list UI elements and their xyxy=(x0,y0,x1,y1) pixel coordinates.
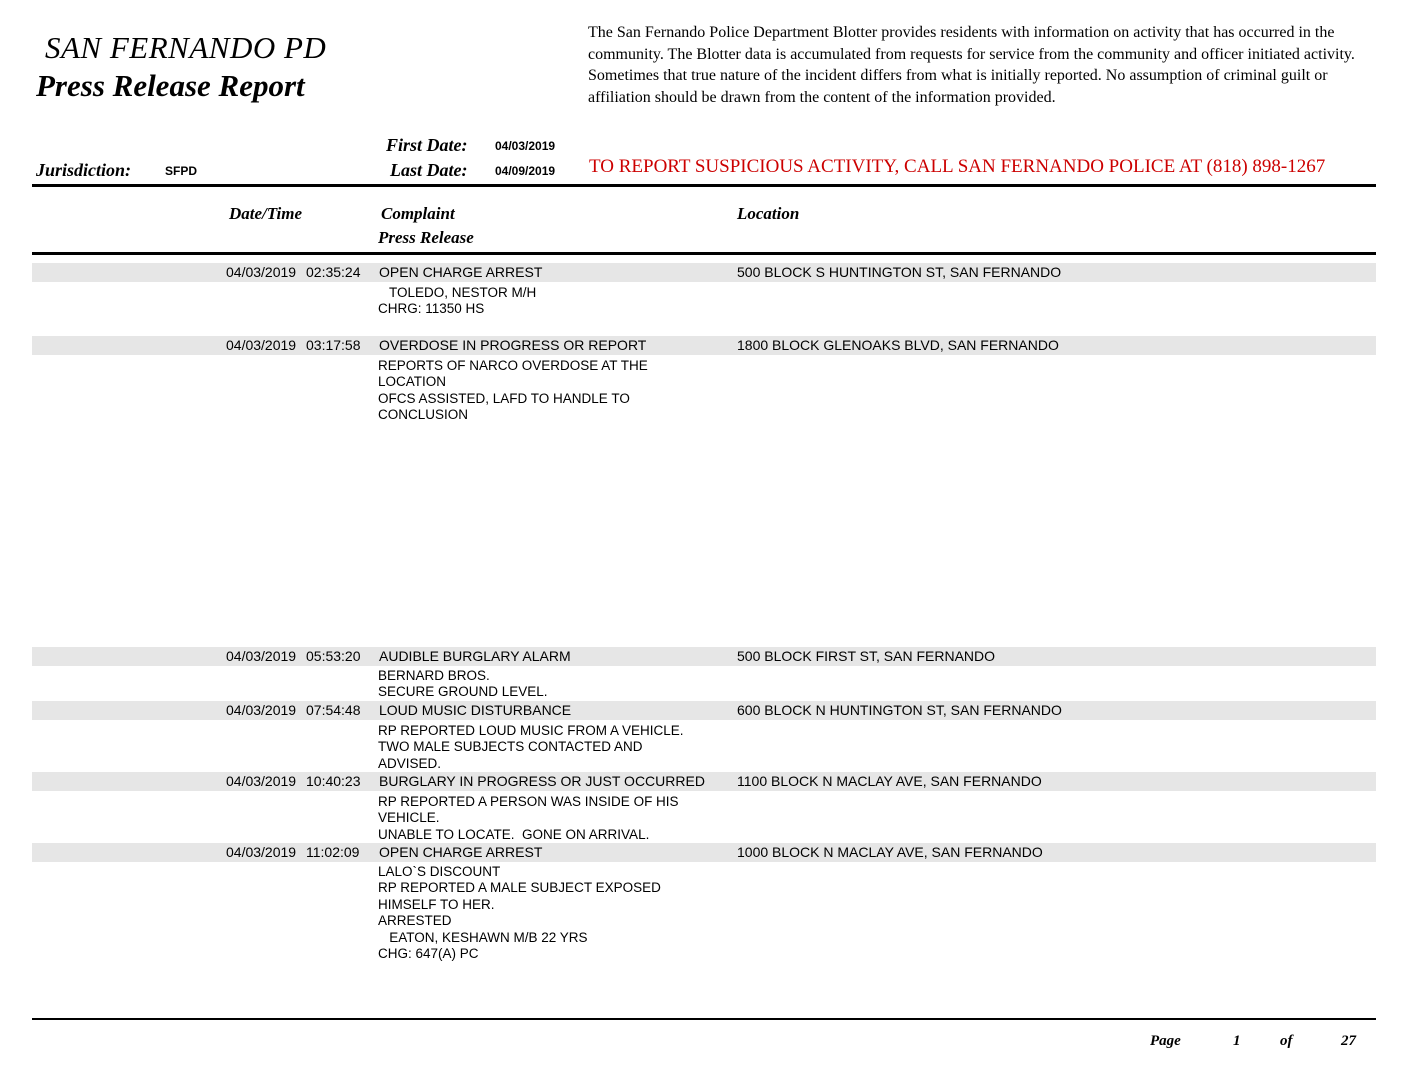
of-label: of xyxy=(1280,1033,1293,1049)
press-release-line: REPORTS OF NARCO OVERDOSE AT THE xyxy=(378,358,648,373)
column-header-press-release: Press Release xyxy=(378,228,474,247)
entry-date: 04/03/2019 xyxy=(226,264,297,280)
entry-location: 1800 BLOCK GLENOAKS BLVD, SAN FERNANDO xyxy=(737,337,1059,353)
entry-date: 04/03/2019 xyxy=(226,844,297,860)
entry-row xyxy=(32,647,1376,666)
press-release-line: TWO MALE SUBJECTS CONTACTED AND xyxy=(378,739,643,755)
entry-press-release xyxy=(378,285,536,318)
entry-complaint: BURGLARY IN PROGRESS OR JUST OCCURRED xyxy=(379,773,705,789)
press-release-line: HIMSELF TO HER. xyxy=(378,896,495,912)
page-number: 1 xyxy=(1233,1033,1241,1049)
jurisdiction-label: Jurisdiction: xyxy=(36,160,132,180)
press-release-line: LOCATION xyxy=(378,374,447,390)
entry-row xyxy=(32,701,1376,720)
report-suspicious-activity-notice: TO REPORT SUSPICIOUS ACTIVITY, CALL SAN FERNANDO POLICE AT (818) 898-1267 xyxy=(589,156,1326,177)
report-title: Press Release Report xyxy=(36,68,305,103)
page-total: 27 xyxy=(1341,1033,1356,1049)
press-release-line: SECURE GROUND LEVEL. xyxy=(378,684,548,700)
entry-time: 02:35:24 xyxy=(306,264,361,280)
press-release-line: OFCS ASSISTED, LAFD TO HANDLE TO xyxy=(378,390,630,406)
column-header-complaint: Complaint xyxy=(381,204,455,223)
last-date-label: Last Date: xyxy=(390,160,468,180)
entry-complaint: OPEN CHARGE ARREST xyxy=(379,844,543,860)
entry-location: 1000 BLOCK N MACLAY AVE, SAN FERNANDO xyxy=(737,844,1043,860)
entry-location: 1100 BLOCK N MACLAY AVE, SAN FERNANDO xyxy=(737,773,1042,789)
entry-complaint: LOUD MUSIC DISTURBANCE xyxy=(379,702,572,718)
press-release-line: ARRESTED xyxy=(378,913,452,929)
entry-location: 500 BLOCK FIRST ST, SAN FERNANDO xyxy=(737,648,996,664)
column-header-divider xyxy=(32,252,1376,255)
entry-press-release xyxy=(378,864,661,962)
press-release-line: TOLEDO, NESTOR M/H xyxy=(378,285,537,300)
entry-time: 11:02:09 xyxy=(306,844,360,860)
press-release-line: ADVISED. xyxy=(378,755,442,771)
entry-row xyxy=(32,843,1376,862)
press-release-line: BERNARD BROS. xyxy=(378,668,490,683)
press-release-line: UNABLE TO LOCATE. GONE ON ARRIVAL. xyxy=(378,826,650,842)
page-label: Page xyxy=(1150,1033,1181,1049)
press-release-line: CHG: 647(A) PC xyxy=(378,946,479,962)
press-release-line: EATON, KESHAWN M/B 22 YRS xyxy=(378,929,588,945)
press-release-line: LALO`S DISCOUNT xyxy=(378,864,501,879)
department-name: SAN FERNANDO PD xyxy=(45,30,327,65)
entry-date: 04/03/2019 xyxy=(226,773,297,789)
entry-location: 600 BLOCK N HUNTINGTON ST, SAN FERNANDO xyxy=(737,702,1062,718)
entry-date: 04/03/2019 xyxy=(226,702,297,718)
entry-row xyxy=(32,772,1376,791)
entry-date: 04/03/2019 xyxy=(226,648,297,664)
entry-press-release xyxy=(378,358,648,424)
entry-time: 05:53:20 xyxy=(306,648,361,664)
first-date-label: First Date: xyxy=(386,135,468,155)
entry-time: 03:17:58 xyxy=(306,337,361,353)
press-release-line: CHRG: 11350 HS xyxy=(378,301,485,317)
entry-time: 07:54:48 xyxy=(306,702,361,718)
entry-location: 500 BLOCK S HUNTINGTON ST, SAN FERNANDO xyxy=(737,264,1062,280)
entry-complaint: AUDIBLE BURGLARY ALARM xyxy=(379,648,571,664)
press-release-line: RP REPORTED A MALE SUBJECT EXPOSED xyxy=(378,880,661,896)
first-date-value: 04/03/2019 xyxy=(495,139,556,153)
last-date-value: 04/09/2019 xyxy=(495,164,556,178)
press-release-line: VEHICLE. xyxy=(378,810,440,826)
entry-date: 04/03/2019 xyxy=(226,337,297,353)
entry-row xyxy=(32,263,1376,282)
entry-press-release xyxy=(378,668,548,701)
entry-complaint: OVERDOSE IN PROGRESS OR REPORT xyxy=(379,337,647,353)
press-release-line: RP REPORTED LOUD MUSIC FROM A VEHICLE. xyxy=(378,723,684,738)
column-header-datetime: Date/Time xyxy=(229,204,303,223)
entry-press-release xyxy=(378,794,679,843)
entry-time: 10:40:23 xyxy=(306,773,361,789)
header-divider xyxy=(32,184,1376,187)
jurisdiction-value: SFPD xyxy=(165,164,198,178)
entry-press-release xyxy=(378,723,684,772)
disclaimer-text: The San Fernando Police Department Blotter provides residents with information on activity that has occurred in the community. The Blotter data is accumulated from requests for service from the community and officer initiated activity. Sometimes that true nature of the incident differs from what is initially reported. No assumption of criminal guilt or affiliation should be drawn from the content of the information provided. xyxy=(588,24,1355,106)
footer-divider xyxy=(32,1018,1376,1020)
entry-row xyxy=(32,336,1376,355)
press-release-line: CONCLUSION xyxy=(378,407,469,423)
entry-complaint: OPEN CHARGE ARREST xyxy=(379,264,543,280)
column-header-location: Location xyxy=(737,204,800,223)
press-release-line: RP REPORTED A PERSON WAS INSIDE OF HIS xyxy=(378,794,679,809)
